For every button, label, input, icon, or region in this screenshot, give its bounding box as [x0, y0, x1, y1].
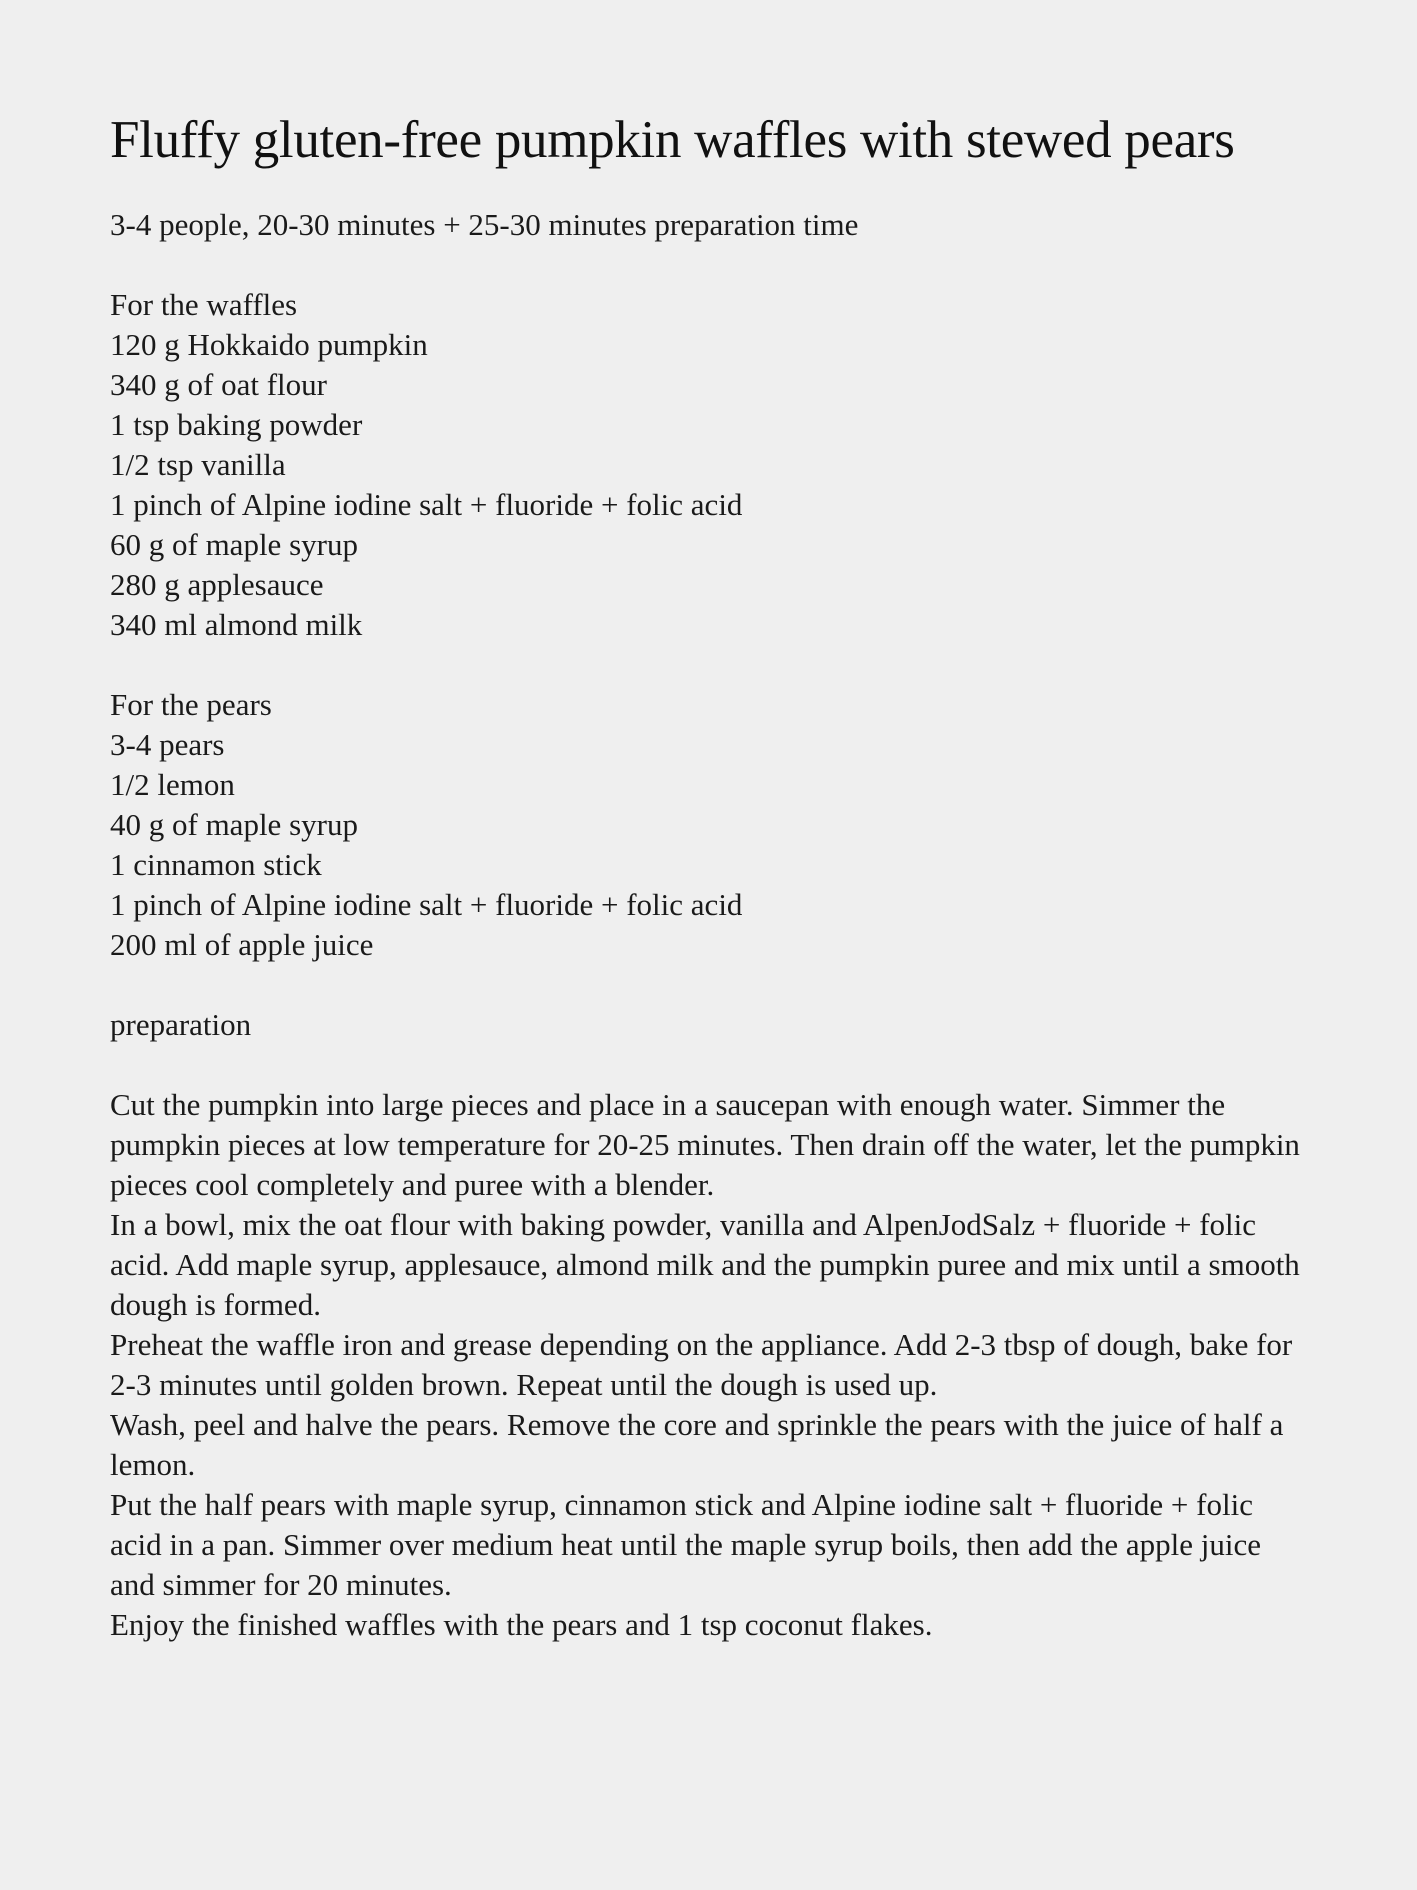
recipe-servings-time: 3-4 people, 20-30 minutes + 25-30 minutes preparation time — [110, 207, 859, 242]
ingredient-item: 1/2 lemon — [110, 767, 235, 802]
ingredient-item: 3-4 pears — [110, 727, 225, 762]
preparation-step: Wash, peel and halve the pears. Remove the core and sprinkle the pears with the juice of half a lemon. — [110, 1407, 1284, 1482]
ingredient-item: 40 g of maple syrup — [110, 807, 358, 842]
preparation-steps — [110, 1085, 1310, 1645]
ingredient-item: 120 g Hokkaido pumpkin — [110, 327, 428, 362]
pears-ingredients — [110, 685, 1310, 965]
waffles-ingredients — [110, 285, 1310, 645]
preparation-step: Enjoy the finished waffles with the pears and 1 tsp coconut flakes. — [110, 1607, 933, 1642]
preparation-heading: preparation — [110, 1007, 252, 1042]
ingredient-item: 340 g of oat flour — [110, 367, 327, 402]
ingredient-item: 200 ml of apple juice — [110, 927, 374, 962]
ingredient-item: 60 g of maple syrup — [110, 527, 358, 562]
ingredient-item: 1 cinnamon stick — [110, 847, 322, 882]
waffles-heading: For the waffles — [110, 287, 298, 322]
preparation-step: In a bowl, mix the oat flour with baking powder, vanilla and AlpenJodSalz + fluoride + folic acid. Add maple syrup, applesauce, almond milk and the pumpkin puree and mix until a smooth dough is formed. — [110, 1207, 1300, 1322]
ingredient-item: 1 tsp baking powder — [110, 407, 363, 442]
ingredient-item: 1 pinch of Alpine iodine salt + fluoride + folic acid — [110, 887, 743, 922]
ingredient-item: 1 pinch of Alpine iodine salt + fluoride + folic acid — [110, 487, 743, 522]
ingredient-item: 280 g applesauce — [110, 567, 324, 602]
pears-heading: For the pears — [110, 687, 272, 722]
ingredient-item: 340 ml almond milk — [110, 607, 363, 642]
recipe-page — [110, 105, 1310, 1645]
preparation-step: Preheat the waffle iron and grease depending on the appliance. Add 2-3 tbsp of dough, bake for 2-3 minutes until golden brown. Repeat until the dough is used up. — [110, 1327, 1293, 1402]
ingredient-item: 1/2 tsp vanilla — [110, 447, 286, 482]
preparation-step: Put the half pears with maple syrup, cinnamon stick and Alpine iodine salt + fluoride + folic acid in a pan. Simmer over medium heat until the maple syrup boils, then add the apple juice and simmer for 20 minutes. — [110, 1487, 1261, 1602]
recipe-title: Fluffy gluten-free pumpkin waffles with stewed pears — [110, 111, 1235, 169]
preparation-step: Cut the pumpkin into large pieces and place in a saucepan with enough water. Simmer the pumpkin pieces at low temperature for 20-25 minutes. Then drain off the water, let the pumpkin pieces cool completely and puree with a blender. — [110, 1087, 1300, 1202]
